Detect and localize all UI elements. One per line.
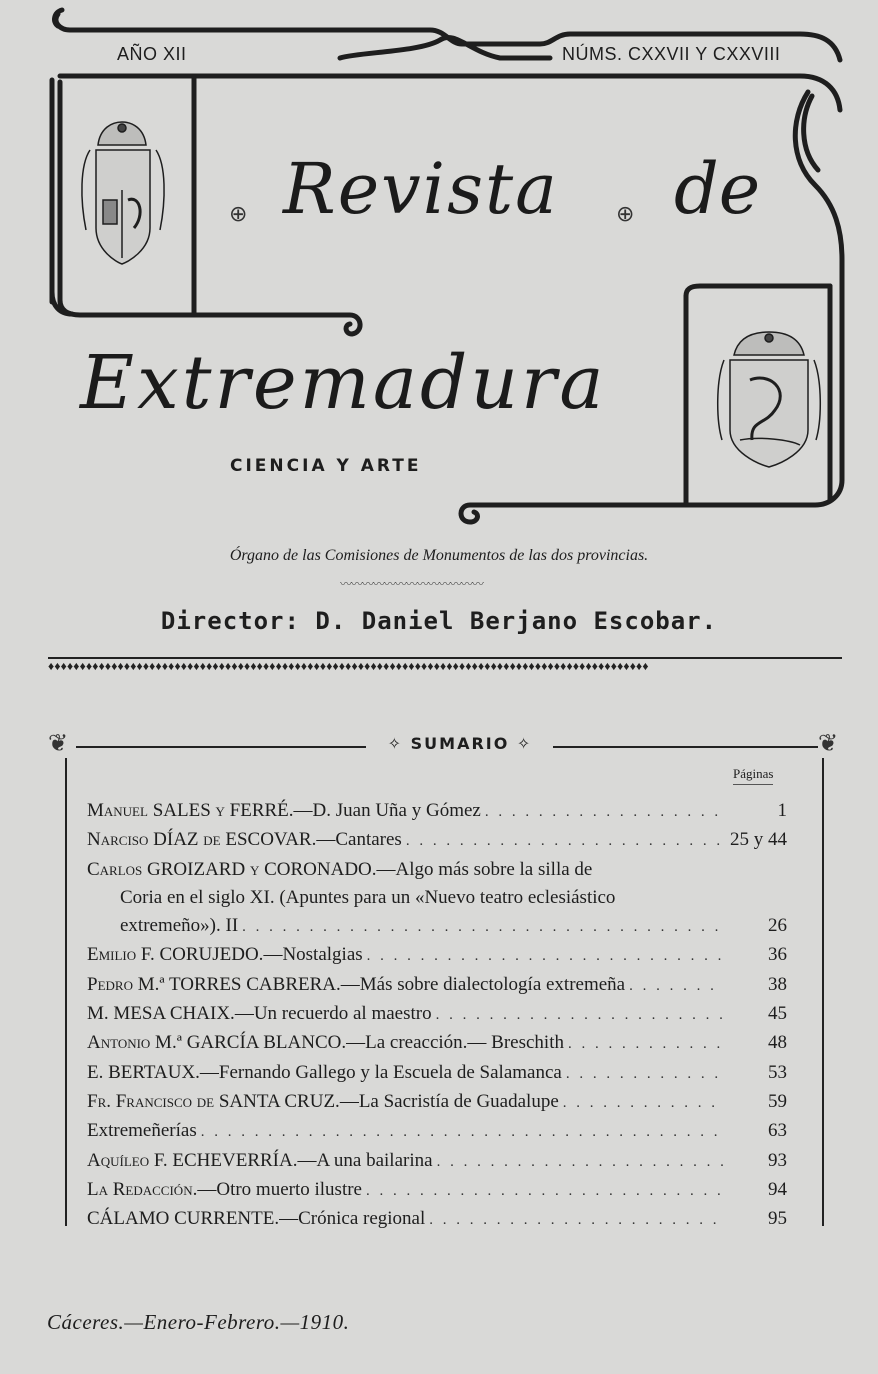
flourish-icon: ⊕ — [229, 202, 248, 227]
toc-entry: E. BERTAUX.—Fernando Gallego y la Escuela de Salamanca . . . 53 — [87, 1059, 787, 1088]
fleuron-right-icon: ❦ — [818, 729, 839, 757]
sumario-header — [48, 729, 845, 757]
toc-entry: Carlos GROIZARD y CORONADO.—Algo más sobre la silla de Coria en el siglo XI. (Apuntes para un «Nuevo teatro eclesiástico extremeño»). II . . . 26 — [87, 856, 787, 942]
imprint-footer: Cáceres.—Enero-Febrero.—1910. — [47, 1310, 350, 1334]
toc-entry: M. MESA CHAIX.—Un recuerdo al maestro . . . 45 — [87, 1000, 787, 1029]
issue-numbers: NÚMS. CXXVII Y CXXVIII — [562, 44, 781, 64]
toc-entry: Manuel SALES y FERRÉ.—D. Juan Uña y Gómez . . . 1 — [87, 797, 787, 826]
wave-divider-icon: 〰〰〰〰〰〰〰〰〰〰〰〰〰 — [340, 577, 484, 591]
issue-year: AÑO XII — [117, 44, 187, 64]
table-of-contents — [87, 797, 787, 1234]
toc-entry: Emilio F. CORUJEDO.—Nostalgias . . . 36 — [87, 941, 787, 970]
sumario-left-border — [65, 758, 67, 1226]
paginas-label: Páginas — [733, 766, 773, 785]
toc-entry: Fr. Francisco de SANTA CRUZ.—La Sacristía de Guadalupe . . . 59 — [87, 1088, 787, 1117]
title-de: de — [674, 148, 761, 230]
toc-entry: Aquíleo F. ECHEVERRÍA.—A una bailarina . . . 93 — [87, 1147, 787, 1176]
director-line: Director: D. Daniel Berjano Escobar. — [160, 607, 718, 635]
title-extremadura: Extremadura — [80, 340, 607, 426]
title-revista: Revista — [283, 148, 559, 230]
sumario-right-border — [822, 758, 824, 1226]
toc-entry: Pedro M.ª TORRES CABRERA.—Más sobre dialectología extremeña . . . 38 — [87, 971, 787, 1000]
toc-entry: Antonio M.ª GARCÍA BLANCO.—La creacción.— Breschith . . . 48 — [87, 1029, 787, 1058]
toc-entry: Narciso DÍAZ de ESCOVAR.—Cantares . . . 25 y 44 — [87, 826, 787, 855]
toc-entry: Extremeñerías . . . 63 — [87, 1117, 787, 1146]
art-nouveau-frame — [0, 0, 878, 560]
toc-entry: La Redacción.—Otro muerto ilustre . . . 94 — [87, 1176, 787, 1205]
ornamental-rule: ♦♦♦♦♦♦♦♦♦♦♦♦♦♦♦♦♦♦♦♦♦♦♦♦♦♦♦♦♦♦♦♦♦♦♦♦♦♦♦♦♦♦♦♦♦♦♦♦♦♦♦♦♦♦♦♦♦♦♦♦♦♦♦♦♦♦♦♦♦♦♦♦♦♦♦♦♦♦♦♦♦♦♦♦♦♦♦♦♦♦♦♦♦♦♦ — [48, 657, 842, 675]
fleuron-left-icon: ❦ — [48, 729, 69, 757]
toc-entry: CÁLAMO CURRENTE.—Crónica regional . . . 95 — [87, 1205, 787, 1234]
subtitle: CIENCIA Y ARTE — [230, 456, 422, 476]
flourish-icon: ⊕ — [616, 202, 635, 227]
sumario-title: ✧ SUMARIO ✧ — [387, 734, 533, 753]
organo-line: Órgano de las Comisiones de Monumentos de las dos provincias. — [229, 547, 649, 564]
